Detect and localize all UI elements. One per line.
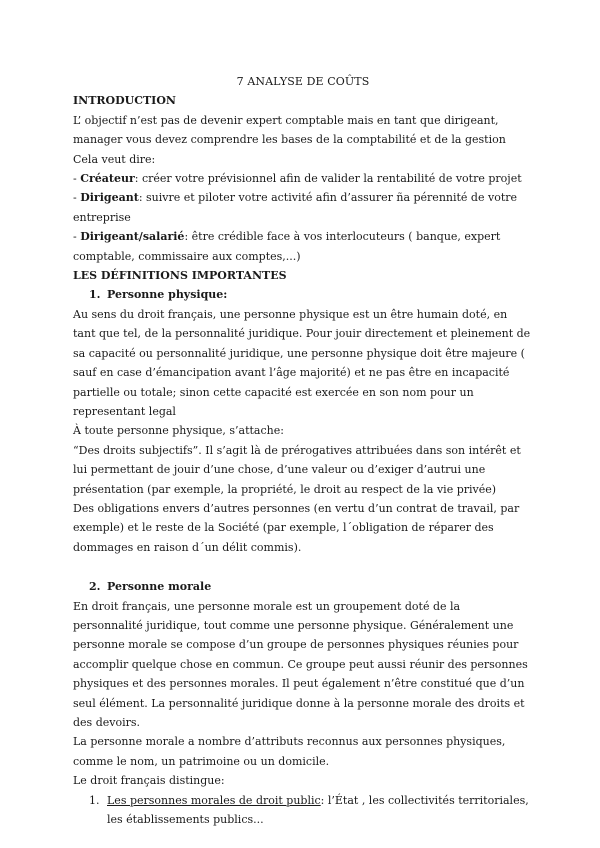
section-number: 2. xyxy=(89,580,101,594)
document-body xyxy=(73,72,533,829)
bullet-prefix: - xyxy=(73,230,81,244)
bullet-text: : créer votre prévisionnel afin de valider la rentabilité de votre projet xyxy=(134,172,522,186)
bullet-term: Créateur xyxy=(80,172,135,186)
bullet-text: : suivre et piloter votre activité afin d’assurer ña pérennité de votre entreprise xyxy=(73,191,518,224)
section1-paragraph-1: Au sens du droit français, une personne physique est un être humain doté, en tant que tel, de la personnalité juridique. Pour jouir directement et pleinement de sa capacité ou personnalité juridique, une personne physique doit être majeure ( sauf en case d’émancipation avant l’âge majorité) et ne pas être en incapacité partielle ou totale; sinon cette capacité est exercée en son nom pour un representant legal xyxy=(73,307,531,418)
section2-paragraph-2: La personne morale a nombre d’attributs reconnus aux personnes physiques, comme le nom, un patrimoine ou un domicile. xyxy=(73,735,506,768)
list-text: : l’État , les collectivités territoriales, les établissements publics... xyxy=(107,793,529,827)
list-term: Les personnes morales de droit public xyxy=(107,793,321,807)
definitions-heading: LES DÉFINITIONS IMPORTANTES xyxy=(73,269,287,283)
spacer xyxy=(73,557,533,577)
bullet-text: : être crédible face à vos interlocuteurs ( banque, expert comptable, commissaire aux comptes,...) xyxy=(73,230,501,263)
bullet-prefix: - xyxy=(73,172,81,186)
intro-heading: INTRODUCTION xyxy=(73,94,176,108)
section-title: Personne physique: xyxy=(107,288,228,302)
section1-paragraph-4: Des obligations envers d’autres personnes (en vertu d’un contrat de travail, par exemple) et le reste de la Société (par exemple, l´obligation de réparer des dommages en raison d´un délit commis). xyxy=(73,501,520,554)
intro-paragraph: L’ objectif n’est pas de devenir expert comptable mais en tant que dirigeant, manager vous devez comprendre les bases de la comptabilité et de la gestion xyxy=(73,113,506,147)
section-title: Personne morale xyxy=(107,580,212,594)
section2-paragraph-1: En droit français, une personne morale est un groupement doté de la personnalité juridique, tout comme une personne physique. Généralement une personne morale se compose d’un groupe de personnes physiques réunies pour accomplir quelque chose en commun. Ce groupe peut aussi réunir des personnes physiques et des personnes morales. Il peut également n’être constitué que d’un seul élément. La personnalité juridique donne à la personne morale des droits et des devoirs. xyxy=(73,599,528,729)
bullet-term: Dirigeant/salarié xyxy=(80,230,185,244)
section2-paragraph-3: Le droit français distingue: xyxy=(73,774,225,788)
section1-paragraph-2: À toute personne physique, s’attache: xyxy=(73,424,284,438)
section-number: 1. xyxy=(89,288,101,302)
section-personne-physique-title xyxy=(73,285,533,304)
list-number: 1. xyxy=(89,793,100,807)
intro-lead: Cela veut dire: xyxy=(73,152,156,166)
bullet-dirigeant xyxy=(73,188,533,227)
bullet-prefix: - xyxy=(73,191,81,205)
bullet-term: Dirigeant xyxy=(80,191,139,205)
list-item-droit-public xyxy=(73,791,533,830)
section1-paragraph-3: “Des droits subjectifs”. Il s’agit là de prérogatives attribuées dans son intérêt et lui permettant de jouir d’une chose, d’une valeur ou d’exiger d’autrui une présentation (par exemple, la propriété, le droit au respect de la vie privée) xyxy=(73,443,521,496)
page-title: 7 ANALYSE DE COÛTS xyxy=(236,75,370,88)
bullet-dirigeant-salarie xyxy=(73,227,533,266)
bullet-createur xyxy=(73,169,533,188)
section-personne-morale-title xyxy=(73,577,533,596)
